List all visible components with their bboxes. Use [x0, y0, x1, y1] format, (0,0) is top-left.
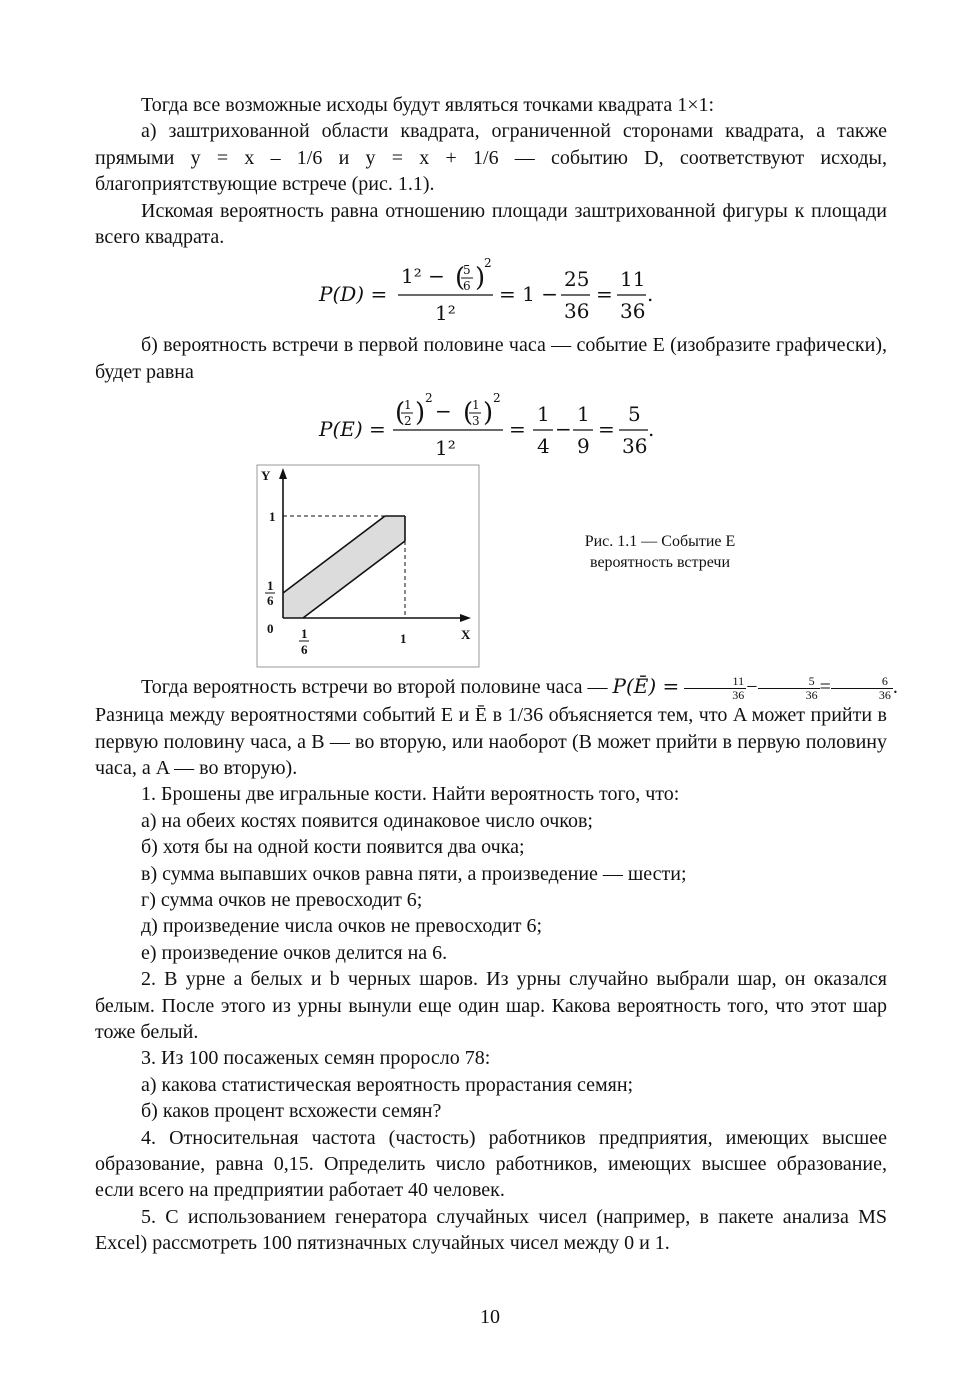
page-content: [95, 92, 898, 1257]
formula-pd: [95, 250, 887, 332]
frac-den: 36: [805, 688, 818, 703]
inline-lhs: P(Ē) =: [612, 674, 680, 699]
formula-den: 1²: [435, 436, 456, 461]
x-tick-16-num: 1: [301, 626, 308, 642]
frac3-num: 11: [620, 267, 646, 292]
inline-eq: =: [819, 676, 831, 699]
task-4: 4. Относительная частота (частость) работников предприятия, имеющих высшее образование, равна 0,15. Определить число работников, имеющих высшее образование, если всего на предприятии работает 40 человек.: [95, 1126, 887, 1202]
inline-minus: −: [746, 676, 758, 699]
inner-den: 2: [404, 414, 412, 429]
power-two: 2: [493, 391, 501, 406]
shaded-region: [283, 516, 405, 618]
frac-num: 1: [537, 402, 550, 427]
task-3: 3. Из 100 посаженых семян проросло 78:: [141, 1047, 491, 1070]
frac-num: 1: [577, 402, 590, 427]
task-3-b: б) каков процент всхожести семян?: [141, 1100, 442, 1123]
figure-1-1: [95, 463, 887, 673]
frac2-num: 25: [564, 267, 590, 292]
figure-graph: [95, 463, 887, 673]
formula-lhs: P(E) =: [319, 417, 386, 442]
inner-num: 5: [463, 263, 471, 278]
caption-line-2: вероятность встречи: [589, 554, 731, 572]
y-arrow: [279, 468, 287, 479]
page-number: 10: [480, 1306, 500, 1328]
paragraph: б) вероятность встречи в первой половине часа — событие E (изобразите графически), будет равна: [95, 334, 887, 383]
paren-close: ): [415, 398, 426, 429]
paragraph: Искомая вероятность равна отношению площади заштрихованной фигуры к площади всего квадрата.: [95, 199, 887, 249]
inline-frac: [758, 675, 820, 702]
paren-open: (: [463, 398, 474, 429]
task-1-e: д) произведение числа очков не превосходит 6;: [141, 915, 543, 938]
formula-den: 1²: [435, 301, 456, 326]
paren-close: ): [483, 398, 494, 429]
frac-num: 5: [628, 402, 641, 427]
task-1: 1. Брошены две игральные кости. Найти вероятность того, что:: [141, 783, 680, 806]
power-two: 2: [425, 391, 433, 406]
frac-num: 11: [684, 675, 746, 689]
formula-pe-svg: [95, 385, 887, 463]
paragraph: Разница между вероятностями событий E и Ē в 1/36 объясняется тем, что A может прийти в первую половину часа, а B — во вторую, или наоборот (B может прийти в первую половину часа, а A — во вторую).: [95, 704, 887, 779]
inner-den: 3: [472, 414, 480, 429]
formula-minus: −: [555, 417, 572, 442]
frac3-den: 36: [620, 299, 646, 324]
paren-open: (: [455, 263, 466, 294]
y-tick-1: 1: [269, 509, 276, 525]
inner-num: 1: [404, 398, 412, 413]
x-arrow: [460, 614, 471, 622]
frac2-den: 36: [564, 299, 590, 324]
inline-end: .: [892, 676, 898, 699]
formula-eq: =: [596, 282, 613, 307]
inner-den: 6: [463, 279, 471, 294]
task-1-d: г) сумма очков не превосходит 6;: [141, 889, 423, 911]
paragraph: Тогда все возможные исходы будут являться точками квадрата 1×1:: [141, 94, 715, 116]
formula-end: .: [648, 417, 655, 442]
frac-num: 5: [758, 675, 820, 689]
frac-den: 36: [622, 434, 648, 459]
formula-eq: =: [509, 417, 526, 442]
frac-den: 36: [732, 688, 745, 703]
y-tick-16-den: 6: [267, 593, 274, 609]
formula-pe: [95, 385, 887, 463]
task-3-a: а) какова статистическая вероятность прорастания семян;: [141, 1073, 634, 1096]
inline-frac: [684, 675, 746, 702]
task-5: 5. С использованием генератора случайных чисел (например, в пакете анализа MS Excel) рассмотреть 100 пятизначных случайных чисел между 0 и 1.: [95, 1205, 887, 1255]
frac-den: 36: [878, 688, 891, 703]
task-1-b: б) хотя бы на одной кости появится два очка;: [141, 836, 525, 859]
x-tick-1: 1: [400, 631, 407, 647]
frac-den: 9: [577, 434, 590, 459]
task-1-a: а) на обеих костях появится одинаковое число очков;: [141, 809, 593, 832]
formula-eq: =: [598, 417, 615, 442]
origin-label: 0: [267, 621, 274, 637]
y-tick-16-num: 1: [267, 578, 274, 594]
task-2: 2. В урне a белых и b черных шаров. Из урны случайно выбрали шар, он оказался белым. После этого из урны вынули еще один шар. Какова вероятность того, что этот шар тоже белый.: [95, 968, 887, 1044]
paragraph: а) заштрихованной области квадрата, ограниченной сторонами квадрата, а также прямыми y = x – 1/6 и y = x + 1/6 — событию D, соответствуют исходы, благоприятствующие встрече (рис. 1.1).: [95, 120, 887, 196]
task-1-f: е) произведение очков делится на 6.: [141, 941, 448, 964]
inline-frac: [831, 675, 893, 702]
x-axis-label: X: [461, 627, 471, 643]
formula-num: 1² −: [401, 264, 445, 289]
x-tick-16-den: 6: [301, 642, 308, 658]
y-axis-label: Y: [261, 468, 271, 484]
formula-mid: = 1 −: [499, 282, 558, 307]
paragraph-inline-formula: [95, 673, 898, 703]
frac-num: 6: [831, 675, 893, 689]
caption-line-1: Рис. 1.1 — Событие E: [584, 533, 736, 551]
figure-caption: [565, 531, 755, 573]
formula-minus: −: [435, 399, 452, 424]
formula-pd-svg: [95, 250, 887, 332]
paragraph-text: Тогда вероятность встречи во второй половине часа —: [141, 676, 613, 699]
inner-num: 1: [472, 398, 480, 413]
paren-close: ): [475, 263, 486, 294]
frac-den: 4: [537, 434, 550, 459]
power-two: 2: [484, 256, 492, 271]
formula-end: .: [647, 282, 654, 307]
formula-lhs: P(D) =: [319, 282, 388, 307]
task-1-c: в) сумма выпавших очков равна пяти, а произведение — шести;: [141, 862, 687, 885]
paren-open: (: [395, 398, 406, 429]
